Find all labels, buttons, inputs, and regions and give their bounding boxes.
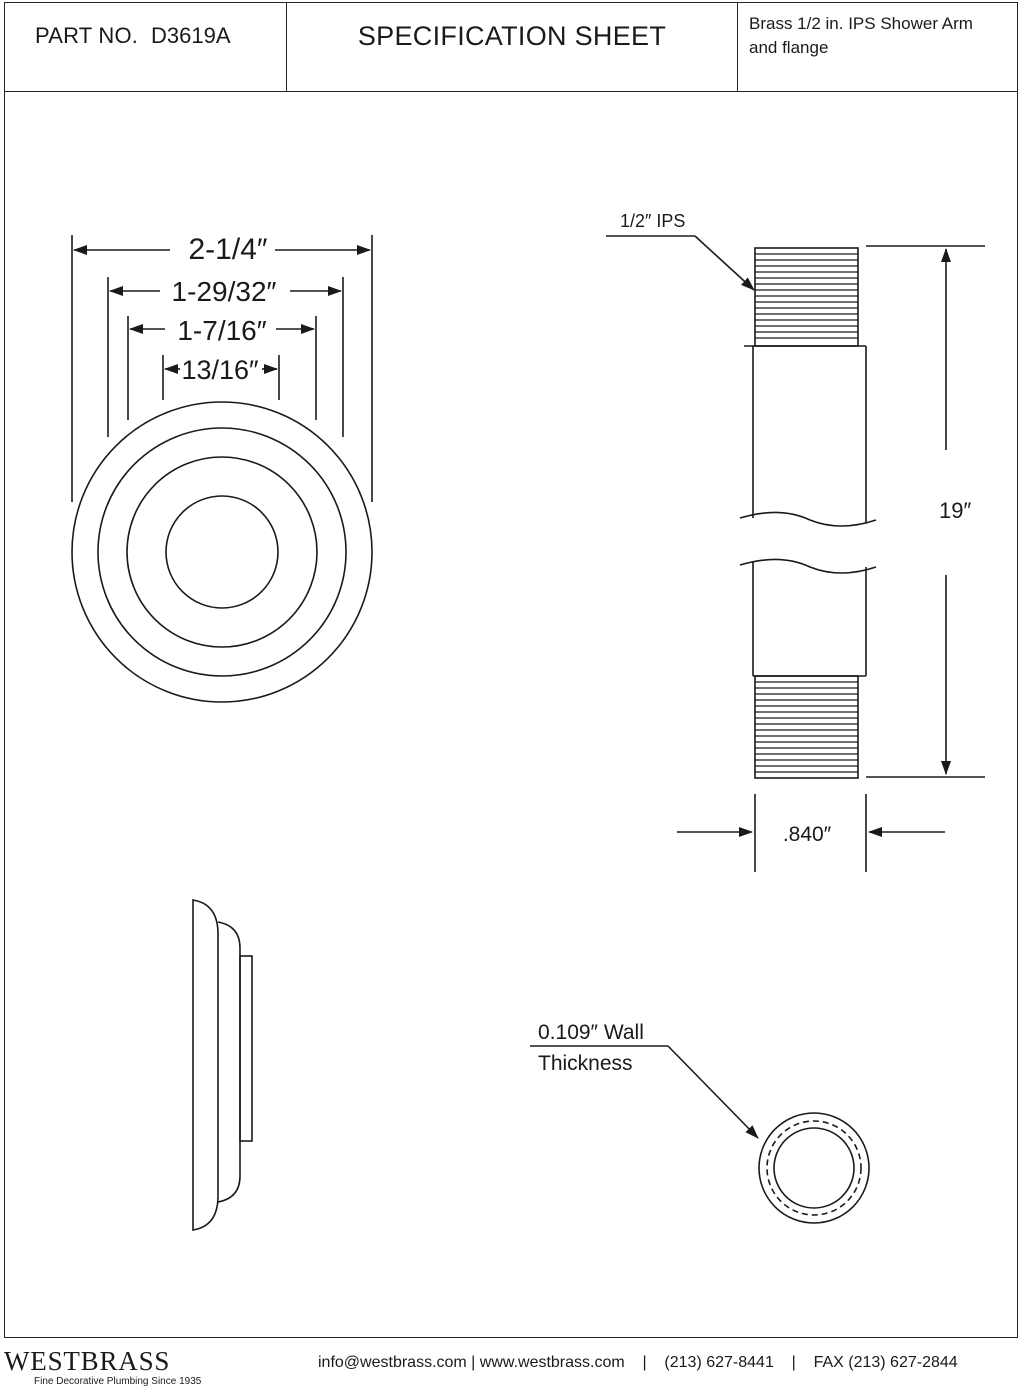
dim-inner-diameter: 13/16″ (181, 355, 259, 385)
break-line-bottom (740, 559, 876, 573)
fax-text: FAX (213) 627-2844 (813, 1354, 958, 1371)
flange-second-circle (98, 428, 346, 676)
dim-second-diameter: 1-29/32″ (171, 276, 277, 307)
part-label: PART NO. (35, 23, 139, 48)
part-number: D3619A (151, 23, 231, 48)
dim-third-diameter: 1-7/16″ (177, 315, 267, 346)
description-line-1: Brass 1/2 in. IPS Shower Arm (749, 14, 973, 33)
description-line-2: and flange (749, 38, 829, 57)
contact-info: info@westbrass.com | www.westbrass.com | (213) 627-8441 | FAX (213) 627-2844 (318, 1354, 958, 1371)
brand-tagline: Fine Decorative Plumbing Since 1935 (34, 1376, 202, 1387)
wall-label-line-1: 0.109″ Wall (538, 1021, 644, 1044)
flange-outer-circle (72, 402, 372, 702)
wall-label-line-2: Thickness (538, 1052, 633, 1075)
flange-dimension-arrows (74, 250, 370, 369)
upper-thread (755, 248, 858, 346)
shower-arm-side-view (740, 248, 876, 778)
website-text: www.westbrass.com (479, 1354, 625, 1371)
phone-text: (213) 627-8441 (664, 1354, 774, 1371)
flange-front-view (72, 402, 372, 702)
break-line-top (740, 512, 876, 526)
dim-arm-length: 19″ (939, 498, 972, 523)
sheet-title: SPECIFICATION SHEET (357, 21, 667, 51)
pipe-cross-section (759, 1113, 869, 1223)
flange-inner-circle (166, 496, 278, 608)
dim-arm-diameter: .840″ (782, 823, 832, 846)
flange-side-view (193, 900, 252, 1230)
lower-thread (755, 676, 858, 778)
brand-logo: WESTBRASS (4, 1346, 171, 1376)
flange-third-circle (127, 457, 317, 647)
email-text: info@westbrass.com (318, 1354, 467, 1371)
dim-thread: 1/2″ IPS (620, 211, 686, 231)
thread-leader (606, 236, 754, 290)
dim-outer-diameter: 2-1/4″ (188, 233, 268, 266)
